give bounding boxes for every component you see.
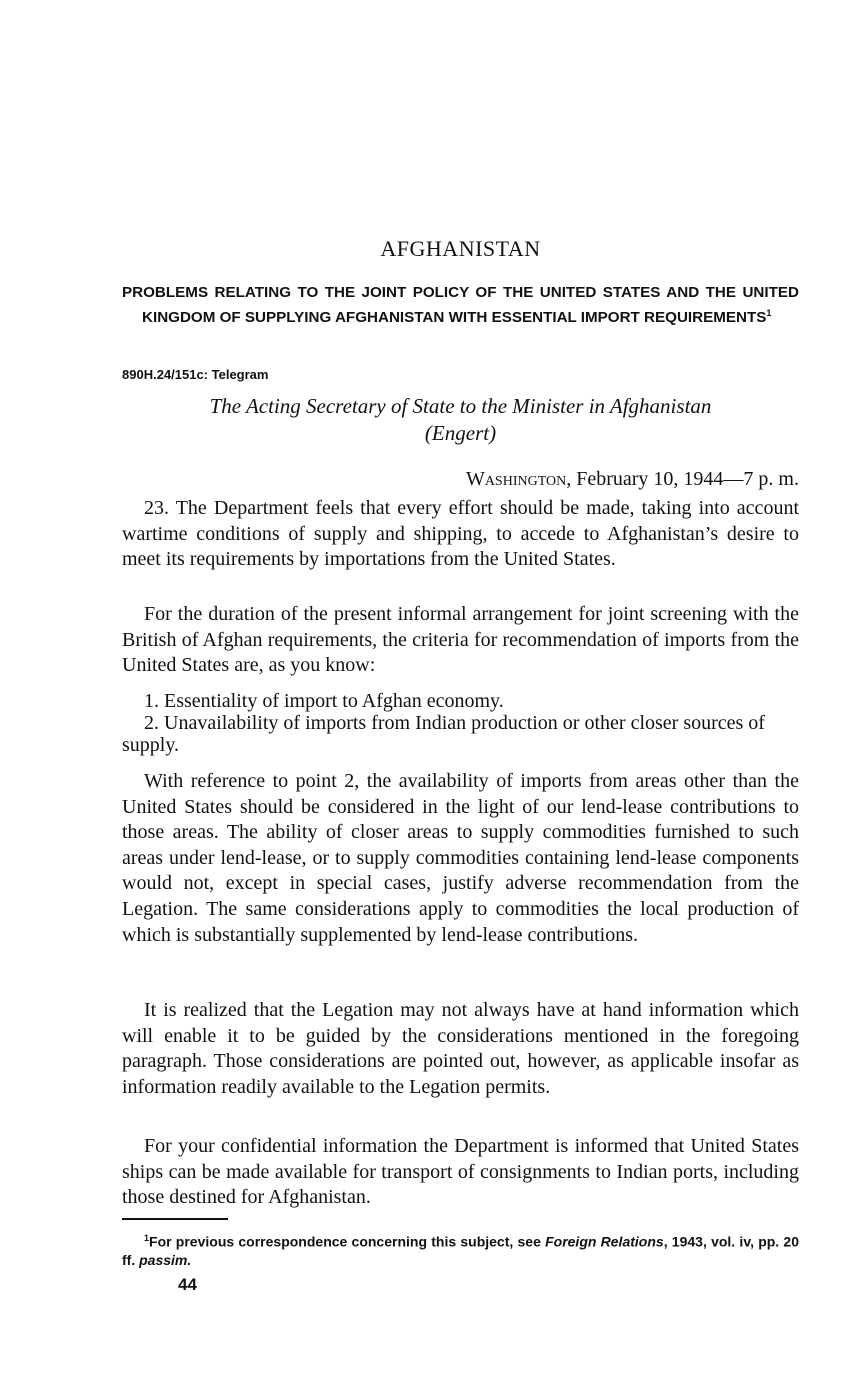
footnote-tail: passim. [139,1251,192,1268]
paragraph-1: 23. The Department feels that every effort should be made, taking into account wartime conditions of supply and shipping, to accede to Afghanistan’s desire to meet its requirements by importations from the United States. [122,497,799,571]
paragraph-4: It is realized that the Legation may not always have at hand information which will enable it to be guided by the considerations mentioned in the foregoing paragraph. Those considerations are pointed out, however, as applicable insofar as information readily available to the Legation permits. [122,999,799,1098]
paragraph-2: For the duration of the present informal arrangement for joint screening with the British of Afghan requirements, the criteria for recommendation of imports from the United States are, as you know: [122,603,799,677]
document-heading [122,393,799,447]
paragraph-5: For your confidential information the Department is informed that United States ships can be made available for transport of consignments to Indian ports, including those destined for Afghanistan. [122,1135,799,1209]
dateline [466,468,799,491]
country-title: AFGHANISTAN [380,236,541,261]
paragraph-3: With reference to point 2, the availability of imports from areas other than the United States should be considered in the light of our lend-lease contributions to those areas. The ability of closer areas to supply commodities furnished to such areas under lend-lease, or to supply commodities containing lend-lease components would not, except in special cases, justify adverse recommendation from the Legation. The same considerations apply to commodities the local production of which is substantially supplemented by lend-lease contributions. [122,770,799,946]
page-number: 44 [178,1275,197,1294]
footnote [122,1229,799,1269]
subject-footnote-mark: 1 [766,308,772,318]
footnote-text-middle: , 1943, vol. iv, pp. 20 ff. [122,1233,799,1268]
footnote-mark: 1 [144,1233,150,1243]
criterion-1: 1. Essentiality of import to Afghan economy. [144,690,504,712]
dateline-place: Washington [465,468,567,490]
file-reference: 890H.24/151c: Telegram [122,367,269,382]
footnote-title: Foreign Relations [545,1233,664,1250]
criterion-2: 2. Unavailability of imports from Indian production or other closer sources of supply. [122,712,765,756]
subject-heading [122,282,799,328]
dateline-date: , February 10, 1944—7 p. m. [566,468,799,490]
footnote-divider [122,1218,228,1220]
heading-line-1: The Acting Secretary of State to the Minister in Afghanistan [209,394,712,418]
footnote-text-before: For previous correspondence concerning this subject, see [149,1233,546,1250]
subject-text: PROBLEMS RELATING TO THE JOINT POLICY OF THE UNITED STATES AND THE UNITED KINGDOM OF SUPPLYING AFGHANISTAN WITH ESSENTIAL IMPORT REQUIREMENTS [122,284,799,327]
heading-line-2: (Engert) [424,421,497,445]
